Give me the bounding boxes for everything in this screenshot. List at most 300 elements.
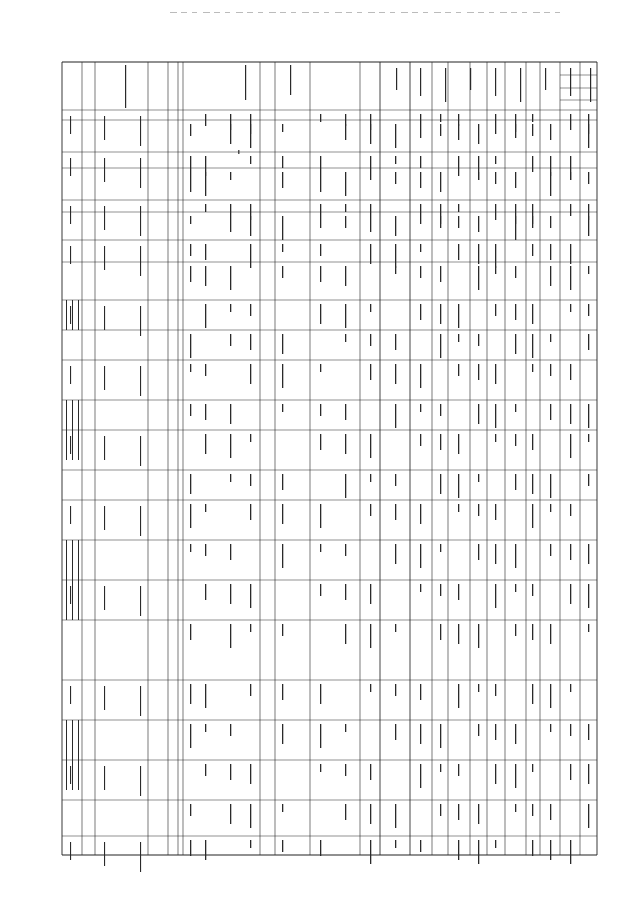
cell-number: [495, 364, 496, 384]
cell-number: [515, 304, 516, 320]
cell-number: [550, 244, 551, 260]
description-text: [66, 300, 67, 330]
cell-number: [420, 724, 421, 744]
scan-dash: [522, 12, 527, 13]
cell-number: [345, 624, 346, 644]
cell-number: [550, 474, 551, 498]
cell-number: [370, 304, 371, 312]
cell-number: [495, 266, 496, 274]
cell-number: [458, 624, 459, 644]
cell-number: [205, 404, 206, 420]
cell-number: [570, 764, 571, 780]
cell-number: [395, 334, 396, 350]
scan-dash: [423, 12, 428, 13]
cell-number: [230, 434, 231, 458]
cell-number: [320, 584, 321, 596]
cell-number: [532, 684, 533, 704]
cell-number: [570, 172, 571, 180]
cell-number: [458, 364, 459, 376]
cell-number: [282, 124, 283, 132]
cell-number: [532, 584, 533, 596]
cell-number: [532, 624, 533, 640]
header-text: [545, 68, 546, 90]
cell-number: [205, 304, 206, 328]
cell-number: [420, 114, 421, 138]
cell-text: [140, 246, 141, 276]
cell-number: [370, 216, 371, 232]
scan-dash: [401, 12, 408, 13]
cell-text: [70, 306, 71, 324]
scan-dash: [181, 12, 187, 13]
cell-text: [104, 766, 105, 790]
scan-dash: [247, 12, 253, 13]
cell-number: [370, 204, 371, 216]
cell-number: [550, 724, 551, 732]
cell-text: [140, 506, 141, 536]
header-text: [245, 65, 246, 100]
cell-text: [140, 206, 141, 236]
cell-number: [420, 204, 421, 224]
scan-dash: [324, 12, 329, 13]
cell-number: [478, 404, 479, 424]
cell-text: [140, 436, 141, 466]
cell-number: [205, 266, 206, 286]
header-text: [470, 68, 471, 90]
cell-number: [570, 544, 571, 560]
cell-number: [205, 114, 206, 126]
cell-number: [420, 434, 421, 446]
scan-dash: [335, 12, 342, 13]
cell-number: [205, 204, 206, 212]
cell-number: [420, 156, 421, 168]
cell-number: [495, 840, 496, 848]
header-text: [590, 68, 591, 102]
cell-number: [190, 684, 191, 704]
cell-number: [478, 364, 479, 380]
cell-number: [282, 544, 283, 568]
cell-number: [495, 156, 496, 164]
cell-text: [104, 158, 105, 182]
cell-number: [458, 304, 459, 328]
scan-dash: [555, 12, 560, 13]
cell-number: [345, 216, 346, 228]
cell-number: [370, 584, 371, 604]
cell-number: [345, 404, 346, 420]
cell-number: [395, 244, 396, 268]
cell-number: [230, 334, 231, 346]
cell-number: [282, 216, 283, 240]
cell-number: [370, 684, 371, 692]
scan-dash: [302, 12, 309, 13]
cell-text: [104, 366, 105, 390]
cell-number: [250, 124, 251, 148]
scan-dash: [280, 12, 286, 13]
cell-number: [458, 764, 459, 776]
cell-number: [282, 624, 283, 636]
cell-number: [532, 474, 533, 494]
cell-number: [250, 474, 251, 486]
cell-number: [282, 804, 283, 812]
cell-number: [478, 840, 479, 864]
cell-number: [282, 840, 283, 852]
cell-number: [205, 172, 206, 196]
scan-dash: [214, 12, 220, 13]
header-text: [520, 68, 521, 102]
cell-text: [104, 686, 105, 710]
cell-number: [190, 334, 191, 358]
cell-number: [205, 764, 206, 776]
cell-number: [250, 156, 251, 164]
header-text: [420, 68, 421, 96]
cell-number: [230, 304, 231, 312]
cell-number: [345, 544, 346, 556]
cell-number: [550, 334, 551, 342]
cell-number: [588, 804, 589, 828]
cell-number: [570, 684, 571, 692]
cell-number: [532, 334, 533, 358]
cell-number: [250, 584, 251, 608]
cell-number: [205, 840, 206, 860]
cell-number: [588, 624, 589, 632]
cell-number: [250, 216, 251, 236]
cell-number: [478, 474, 479, 482]
description-text: [72, 400, 73, 460]
cell-number: [550, 684, 551, 708]
cell-number: [190, 544, 191, 552]
cell-number: [395, 684, 396, 696]
cell-number: [495, 764, 496, 784]
cell-number: [532, 764, 533, 772]
cell-number: [230, 474, 231, 482]
cell-number: [550, 124, 551, 140]
cell-number: [320, 404, 321, 416]
cell-number: [458, 334, 459, 342]
cell-number: [440, 266, 441, 282]
cell-number: [515, 434, 516, 446]
cell-number: [282, 266, 283, 278]
cell-number: [370, 504, 371, 516]
cell-number: [250, 764, 251, 784]
cell-number: [515, 216, 516, 240]
cell-number: [495, 724, 496, 740]
cell-number: [190, 156, 191, 172]
cell-number: [395, 266, 396, 274]
cell-number: [395, 404, 396, 428]
cell-number: [420, 244, 421, 252]
cell-number: [588, 584, 589, 608]
cell-number: [320, 156, 321, 172]
cell-number: [458, 124, 459, 140]
cell-number: [250, 304, 251, 316]
cell-number: [532, 156, 533, 172]
cell-number: [440, 304, 441, 324]
cell-number: [495, 172, 496, 184]
cell-number: [320, 544, 321, 552]
cell-number: [570, 244, 571, 264]
cell-number: [570, 724, 571, 736]
cell-number: [495, 434, 496, 442]
cell-number: [515, 474, 516, 490]
cell-number: [282, 404, 283, 412]
cell-number: [320, 204, 321, 228]
scan-dash: [467, 12, 474, 13]
cell-number: [495, 304, 496, 316]
cell-number: [370, 364, 371, 380]
cell-number: [250, 684, 251, 696]
scan-dash: [412, 12, 418, 13]
scan-dash: [368, 12, 375, 13]
cell-number: [345, 204, 346, 212]
cell-number: [345, 334, 346, 342]
cell-number: [250, 364, 251, 384]
cell-number: [230, 216, 231, 232]
cell-number: [395, 364, 396, 384]
cell-number: [205, 364, 206, 376]
cell-number: [320, 266, 321, 282]
cell-number: [230, 266, 231, 290]
cell-number: [230, 584, 231, 604]
cell-number: [190, 124, 191, 136]
scan-dash: [434, 12, 441, 13]
cell-number: [205, 434, 206, 454]
cell-number: [458, 474, 459, 498]
cell-text: [140, 116, 141, 146]
description-text: [72, 720, 73, 790]
cell-number: [550, 364, 551, 376]
cell-number: [395, 124, 396, 148]
cell-number: [370, 124, 371, 144]
cell-number: [420, 404, 421, 412]
scan-dash: [269, 12, 276, 13]
cell-number: [570, 304, 571, 312]
cell-number: [230, 724, 231, 736]
cell-number: [532, 434, 533, 450]
cell-number: [440, 624, 441, 640]
cell-text: [140, 686, 141, 716]
cell-number: [478, 804, 479, 824]
cell-number: [345, 724, 346, 732]
cell-number: [515, 624, 516, 636]
description-text: [66, 720, 67, 790]
cell-number: [320, 172, 321, 192]
header-text: [570, 68, 571, 96]
cell-number: [320, 244, 321, 256]
cell-number: [550, 504, 551, 512]
cell-number: [190, 504, 191, 528]
cell-number: [588, 124, 589, 148]
cell-number: [205, 684, 206, 708]
cell-number: [588, 434, 589, 442]
cell-number: [515, 266, 516, 278]
scan-dash: [379, 12, 385, 13]
cell-number: [515, 172, 516, 188]
cell-number: [458, 244, 459, 260]
cell-number: [440, 544, 441, 552]
cell-number: [345, 764, 346, 776]
description-text: [78, 540, 79, 620]
scan-dash: [456, 12, 461, 13]
cell-number: [440, 584, 441, 596]
cell-number: [440, 334, 441, 358]
cell-number: [370, 474, 371, 482]
cell-number: [478, 334, 479, 346]
cell-number: [532, 840, 533, 856]
cell-number: [395, 724, 396, 740]
cell-number: [588, 334, 589, 350]
cell-number: [495, 404, 496, 428]
cell-number: [320, 114, 321, 122]
scan-dash: [489, 12, 494, 13]
scan-dash: [478, 12, 484, 13]
cell-number: [395, 840, 396, 848]
cell-number: [320, 724, 321, 748]
cell-number: [588, 304, 589, 316]
cell-number: [230, 764, 231, 780]
cell-number: [420, 684, 421, 700]
cell-text: [104, 116, 105, 140]
cell-number: [532, 114, 533, 122]
cell-number: [190, 216, 191, 224]
cell-text: [104, 306, 105, 330]
cell-number: [320, 764, 321, 772]
cell-number: [515, 544, 516, 568]
cell-text: [70, 366, 71, 384]
cell-number: [420, 840, 421, 852]
cell-number: [230, 804, 231, 824]
cell-number: [515, 764, 516, 788]
cell-number: [190, 244, 191, 256]
cell-number: [515, 404, 516, 412]
scan-dash: [357, 12, 362, 13]
cell-number: [570, 840, 571, 864]
cell-number: [282, 156, 283, 168]
cell-number: [570, 434, 571, 458]
scan-dash: [533, 12, 540, 13]
cell-number: [250, 624, 251, 632]
header-text: [495, 68, 496, 96]
cell-number: [532, 124, 533, 136]
cell-number: [458, 216, 459, 228]
cell-number: [250, 244, 251, 268]
cell-number: [282, 244, 283, 252]
description-text: [72, 300, 73, 330]
cell-number: [190, 172, 191, 192]
cell-number: [588, 724, 589, 740]
cell-number: [190, 474, 191, 494]
cell-number: [370, 804, 371, 824]
cell-number: [190, 724, 191, 748]
cell-number: [282, 364, 283, 388]
cell-text: [140, 158, 141, 188]
cell-number: [282, 504, 283, 524]
cell-text: [70, 842, 71, 860]
cell-number: [370, 244, 371, 264]
cell-number: [458, 804, 459, 820]
header-text: [290, 65, 291, 95]
cell-number: [515, 334, 516, 354]
cell-number: [440, 434, 441, 450]
cell-number: [495, 544, 496, 564]
cell-number: [478, 504, 479, 516]
cell-number: [282, 724, 283, 744]
cell-number: [588, 404, 589, 428]
cell-number: [345, 584, 346, 600]
cell-number: [345, 304, 346, 328]
cell-number: [395, 156, 396, 164]
cell-number: [550, 544, 551, 556]
description-text: [72, 540, 73, 620]
cell-number: [478, 684, 479, 692]
cell-number: [588, 544, 589, 564]
cell-number: [458, 434, 459, 454]
cell-text: [70, 116, 71, 134]
cell-text: [70, 436, 71, 454]
cell-number: [458, 204, 459, 212]
cell-number: [205, 504, 206, 512]
cell-number: [230, 124, 231, 144]
cell-number: [440, 172, 441, 192]
scan-dash: [313, 12, 319, 13]
cell-number: [345, 434, 346, 454]
description-text: [78, 300, 79, 330]
cell-number: [345, 266, 346, 286]
cell-number: [345, 124, 346, 140]
scan-dash: [291, 12, 296, 13]
cell-number: [550, 624, 551, 644]
cell-number: [440, 724, 441, 748]
cell-number: [230, 172, 231, 180]
header-text: [445, 68, 446, 102]
cell-number: [478, 216, 479, 232]
cell-text: [70, 506, 71, 524]
cell-number: [532, 504, 533, 528]
cell-number: [458, 156, 459, 176]
cell-number: [495, 504, 496, 520]
cell-number: [420, 364, 421, 388]
cell-number: [515, 124, 516, 132]
cell-number: [420, 504, 421, 524]
cell-number: [550, 804, 551, 820]
scan-dash: [511, 12, 517, 13]
cell-number: [478, 724, 479, 736]
header-text: [125, 65, 126, 108]
cell-number: [478, 624, 479, 648]
cell-number: [515, 584, 516, 592]
cell-number: [395, 172, 396, 184]
cell-number: [205, 244, 206, 260]
scan-dash: [192, 12, 197, 13]
cell-number: [345, 474, 346, 498]
cell-text: [70, 766, 71, 784]
cell-number: [250, 840, 251, 848]
cell-number: [230, 624, 231, 648]
cell-number: [458, 684, 459, 708]
cell-number: [320, 684, 321, 704]
cell-number: [478, 124, 479, 144]
cell-text: [104, 842, 105, 866]
cell-text: [140, 306, 141, 336]
cell-text: [140, 366, 141, 396]
cell-number: [495, 114, 496, 134]
cell-number: [345, 172, 346, 196]
cell-number: [395, 474, 396, 486]
cell-text: [70, 586, 71, 604]
cell-number: [532, 804, 533, 816]
cell-number: [420, 266, 421, 278]
cell-number: [250, 434, 251, 442]
cell-number: [532, 304, 533, 324]
cell-number: [370, 434, 371, 458]
